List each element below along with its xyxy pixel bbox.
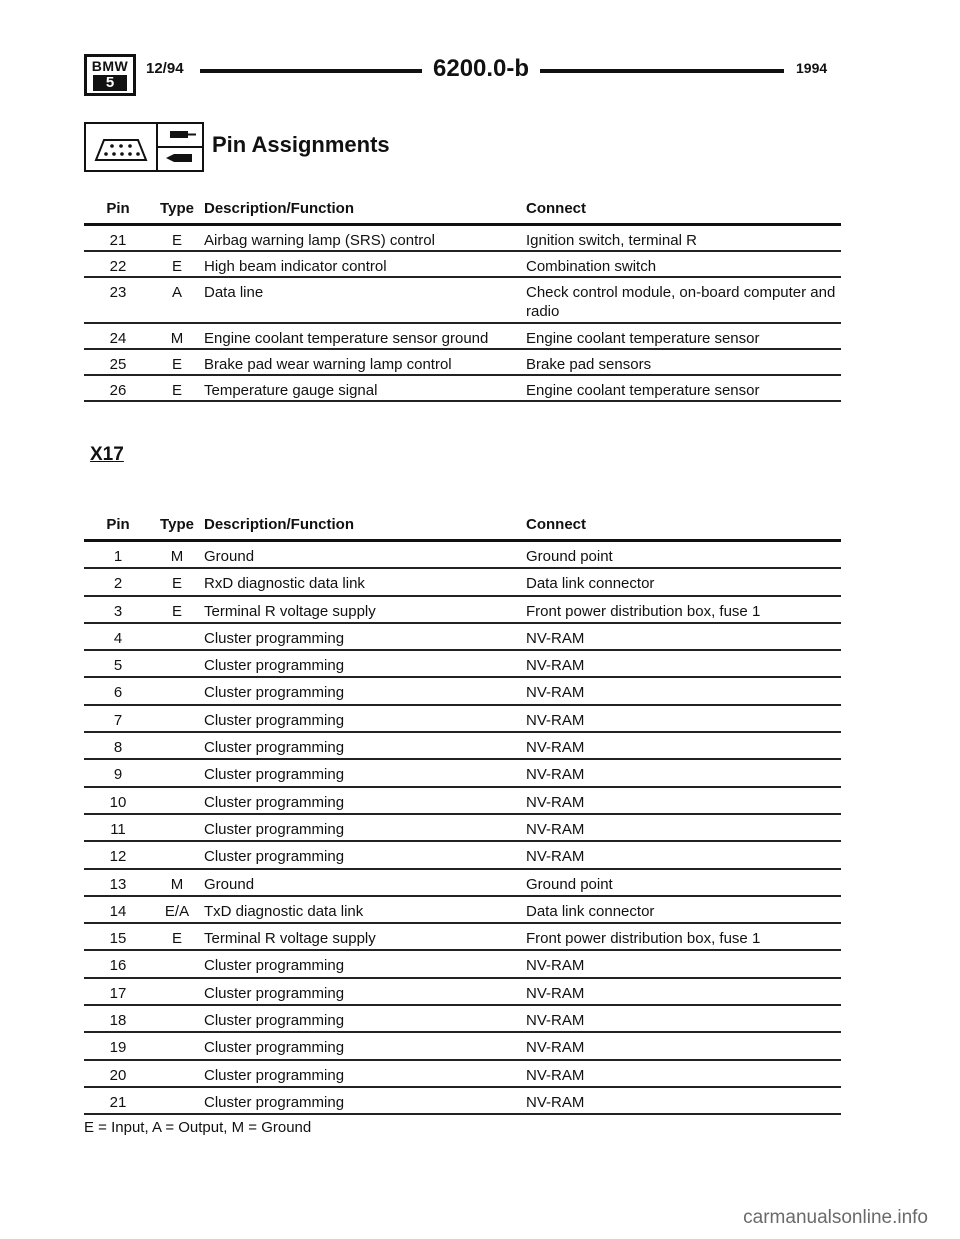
page-title: Pin Assignments	[212, 132, 390, 157]
cell-pin: 15	[84, 923, 152, 950]
connector-icon	[84, 122, 158, 172]
cell-description: TxD diagnostic data link	[202, 896, 526, 923]
table-row	[84, 349, 841, 375]
table-row	[84, 1087, 841, 1114]
cell-type: E	[152, 225, 202, 252]
header-date: 12/94	[146, 60, 184, 77]
table-row	[84, 251, 841, 277]
pin-table-2	[84, 509, 841, 1115]
cell-connect: Check control module, on-board computer and radio	[526, 277, 841, 323]
cell-description: Engine coolant temperature sensor ground	[202, 323, 526, 349]
cell-description: Cluster programming	[202, 841, 526, 868]
table-row	[84, 650, 841, 677]
cell-description: Ground	[202, 869, 526, 896]
cell-description: Cluster programming	[202, 950, 526, 977]
cell-pin: 11	[84, 814, 152, 841]
cell-type	[152, 814, 202, 841]
table-row	[84, 1060, 841, 1087]
cell-pin: 1	[84, 541, 152, 569]
column-header-type: Type	[152, 509, 202, 541]
cell-pin: 13	[84, 869, 152, 896]
cell-pin: 4	[84, 623, 152, 650]
cell-pin: 21	[84, 225, 152, 252]
cell-description: Cluster programming	[202, 732, 526, 759]
cell-description: Cluster programming	[202, 1087, 526, 1114]
cell-pin: 26	[84, 375, 152, 401]
cell-description: Data line	[202, 277, 526, 323]
cell-type	[152, 841, 202, 868]
cell-connect: NV-RAM	[526, 841, 841, 868]
cell-connect: Data link connector	[526, 568, 841, 595]
cell-connect: Ignition switch, terminal R	[526, 225, 841, 252]
table-row	[84, 705, 841, 732]
cell-pin: 22	[84, 251, 152, 277]
cell-description: Cluster programming	[202, 1032, 526, 1059]
header-rule-left	[200, 69, 422, 73]
cell-type	[152, 978, 202, 1005]
cell-connect: NV-RAM	[526, 705, 841, 732]
cell-pin: 16	[84, 950, 152, 977]
cell-connect: NV-RAM	[526, 759, 841, 786]
type-legend: E = Input, A = Output, M = Ground	[84, 1119, 312, 1136]
cell-connect: Engine coolant temperature sensor	[526, 375, 841, 401]
table-header-row	[84, 509, 841, 541]
cell-description: Cluster programming	[202, 623, 526, 650]
cell-connect: Front power distribution box, fuse 1	[526, 923, 841, 950]
table-row	[84, 277, 841, 323]
cell-pin: 17	[84, 978, 152, 1005]
cell-type: E/A	[152, 896, 202, 923]
table-row	[84, 923, 841, 950]
cell-type	[152, 950, 202, 977]
table-row	[84, 732, 841, 759]
column-header-pin: Pin	[84, 509, 152, 541]
cell-connect: Front power distribution box, fuse 1	[526, 596, 841, 623]
cell-pin: 19	[84, 1032, 152, 1059]
cell-type: E	[152, 375, 202, 401]
cell-description: Terminal R voltage supply	[202, 596, 526, 623]
cell-description: Temperature gauge signal	[202, 375, 526, 401]
cell-type: E	[152, 568, 202, 595]
cell-connect: Data link connector	[526, 896, 841, 923]
table-row	[84, 759, 841, 786]
cell-type	[152, 1060, 202, 1087]
cell-pin: 18	[84, 1005, 152, 1032]
cell-pin: 20	[84, 1060, 152, 1087]
pin-table-1	[84, 193, 841, 402]
document-code: 6200.0-b	[433, 55, 530, 82]
table-header-row	[84, 193, 841, 225]
column-header-pin: Pin	[84, 193, 152, 225]
cell-type	[152, 1005, 202, 1032]
column-header-connect: Connect	[526, 193, 841, 225]
cell-type: M	[152, 323, 202, 349]
cell-connect: NV-RAM	[526, 1087, 841, 1114]
cell-connect: NV-RAM	[526, 732, 841, 759]
table-row	[84, 787, 841, 814]
table-row	[84, 869, 841, 896]
cell-pin: 25	[84, 349, 152, 375]
cell-connect: Brake pad sensors	[526, 349, 841, 375]
cell-type: M	[152, 541, 202, 569]
table-row	[84, 841, 841, 868]
cell-description: Cluster programming	[202, 677, 526, 704]
cell-connect: NV-RAM	[526, 1005, 841, 1032]
cell-pin: 24	[84, 323, 152, 349]
cell-type	[152, 677, 202, 704]
table-row	[84, 323, 841, 349]
cell-description: Cluster programming	[202, 759, 526, 786]
cell-pin: 3	[84, 596, 152, 623]
cell-connect: NV-RAM	[526, 650, 841, 677]
cell-pin: 23	[84, 277, 152, 323]
logo-series: 5	[93, 75, 127, 91]
table-row	[84, 375, 841, 401]
cell-pin: 8	[84, 732, 152, 759]
cell-type	[152, 1087, 202, 1114]
column-header-description: Description/Function	[202, 509, 526, 541]
table-row	[84, 1032, 841, 1059]
cell-connect: NV-RAM	[526, 677, 841, 704]
cell-description: Terminal R voltage supply	[202, 923, 526, 950]
cell-type: E	[152, 349, 202, 375]
cell-pin: 6	[84, 677, 152, 704]
cell-type: M	[152, 869, 202, 896]
cell-pin: 5	[84, 650, 152, 677]
cell-connect: Ground point	[526, 869, 841, 896]
watermark: carmanualsonline.info	[743, 1207, 928, 1228]
cell-description: Airbag warning lamp (SRS) control	[202, 225, 526, 252]
cell-type	[152, 759, 202, 786]
table-row	[84, 623, 841, 650]
header-year: 1994	[796, 60, 828, 76]
cell-connect: NV-RAM	[526, 787, 841, 814]
cell-connect: Engine coolant temperature sensor	[526, 323, 841, 349]
cell-type: A	[152, 277, 202, 323]
column-header-connect: Connect	[526, 509, 841, 541]
table-row	[84, 1005, 841, 1032]
cell-connect: NV-RAM	[526, 978, 841, 1005]
cell-type	[152, 623, 202, 650]
cell-type	[152, 705, 202, 732]
cell-pin: 10	[84, 787, 152, 814]
cell-type: E	[152, 596, 202, 623]
logo-text: BMW	[91, 58, 129, 74]
column-header-description: Description/Function	[202, 193, 526, 225]
cell-type	[152, 650, 202, 677]
table-row	[84, 541, 841, 569]
header-rule-right	[540, 69, 784, 73]
pin-assignment-icon	[158, 122, 204, 172]
cell-type	[152, 1032, 202, 1059]
cell-description: High beam indicator control	[202, 251, 526, 277]
table-row	[84, 950, 841, 977]
cell-connect: NV-RAM	[526, 1032, 841, 1059]
cell-pin: 21	[84, 1087, 152, 1114]
cell-connect: Combination switch	[526, 251, 841, 277]
cell-pin: 2	[84, 568, 152, 595]
cell-description: Cluster programming	[202, 978, 526, 1005]
cell-description: Cluster programming	[202, 650, 526, 677]
cell-connect: NV-RAM	[526, 623, 841, 650]
cell-description: RxD diagnostic data link	[202, 568, 526, 595]
table-row	[84, 596, 841, 623]
column-header-type: Type	[152, 193, 202, 225]
table-row	[84, 225, 841, 252]
cell-type	[152, 732, 202, 759]
cell-description: Cluster programming	[202, 1005, 526, 1032]
table-row	[84, 814, 841, 841]
table-row	[84, 896, 841, 923]
cell-connect: NV-RAM	[526, 950, 841, 977]
cell-type: E	[152, 251, 202, 277]
cell-connect: NV-RAM	[526, 814, 841, 841]
cell-type	[152, 787, 202, 814]
bmw-5-series-logo	[84, 54, 136, 96]
cell-pin: 7	[84, 705, 152, 732]
cell-type: E	[152, 923, 202, 950]
table-row	[84, 568, 841, 595]
table-row	[84, 978, 841, 1005]
table-row	[84, 677, 841, 704]
cell-description: Cluster programming	[202, 705, 526, 732]
cell-pin: 9	[84, 759, 152, 786]
cell-description: Cluster programming	[202, 787, 526, 814]
cell-description: Cluster programming	[202, 814, 526, 841]
connector-section-label: X17	[90, 444, 124, 465]
cell-connect: Ground point	[526, 541, 841, 569]
page-header	[0, 0, 960, 110]
cell-pin: 14	[84, 896, 152, 923]
cell-connect: NV-RAM	[526, 1060, 841, 1087]
cell-description: Brake pad wear warning lamp control	[202, 349, 526, 375]
cell-description: Cluster programming	[202, 1060, 526, 1087]
cell-pin: 12	[84, 841, 152, 868]
cell-description: Ground	[202, 541, 526, 569]
